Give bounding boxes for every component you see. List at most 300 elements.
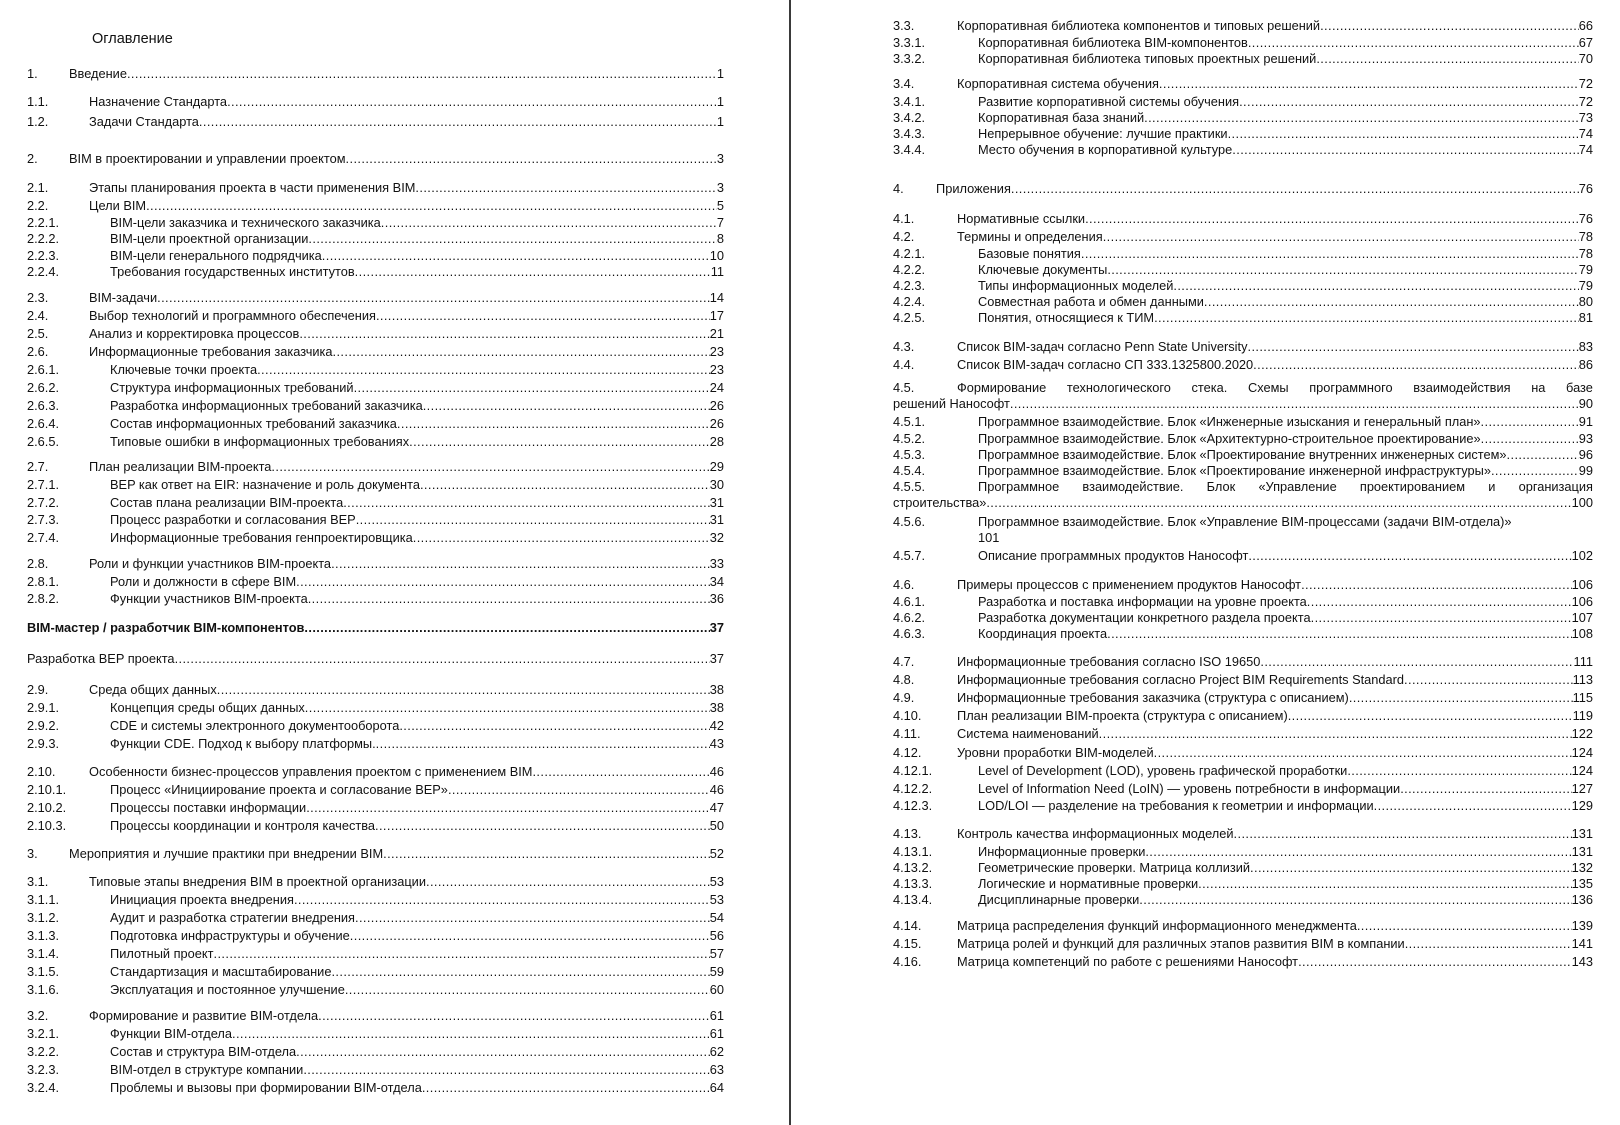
toc-page-number: 36 <box>709 591 724 606</box>
toc-page-number: 32 <box>709 530 724 545</box>
toc-page-number: 8 <box>716 231 724 246</box>
toc-page-number: 102 <box>1571 548 1593 563</box>
toc-leader-dots <box>1507 447 1579 463</box>
toc-leader-dots <box>1400 781 1571 797</box>
toc-entry-number: 4. <box>893 181 904 196</box>
toc-entry-number: 2.2.1. <box>27 215 60 230</box>
toc-leader-dots <box>1154 745 1572 761</box>
toc-page-number: 23 <box>709 362 724 377</box>
toc-title-word: Блок <box>1206 479 1236 494</box>
toc-entry-number: 2.6.5. <box>27 434 60 449</box>
toc-entry-title: Программное взаимодействие. Блок «Проектирование инженерной инфраструктуры» <box>978 463 1491 478</box>
toc-entry-title: Развитие корпоративной системы обучения <box>978 94 1240 109</box>
toc-entry-title: Корпоративная база знаний <box>978 110 1145 125</box>
toc-page-number: 129 <box>1571 798 1593 813</box>
toc-page-number: 70 <box>1578 51 1593 66</box>
toc-entry[interactable] <box>893 126 1593 142</box>
toc-page-number: 113 <box>1572 672 1593 687</box>
toc-entry[interactable] <box>893 798 1593 814</box>
toc-entry-number: 4.16. <box>893 954 922 969</box>
toc-entry-title: Совместная работа и обмен данными <box>978 294 1204 309</box>
toc-title-word: проектированием <box>1359 479 1466 494</box>
toc-entry-number: 3.4.3. <box>893 126 926 141</box>
toc-entry-number: 4.4. <box>893 357 915 372</box>
toc-entry-title: Базовые понятия <box>978 246 1081 261</box>
toc-entry-title: Цели BIM <box>89 198 147 213</box>
toc-page-number: 132 <box>1571 860 1593 875</box>
toc-page-number: 143 <box>1571 954 1593 969</box>
toc-leader-dots <box>1173 278 1578 294</box>
toc-title-word: взаимодействие. <box>1082 479 1184 494</box>
toc-entry-number: 4.2.5. <box>893 310 926 325</box>
toc-entry-number: 4.6. <box>893 577 915 592</box>
toc-page-number: 76 <box>1578 211 1593 226</box>
toc-entry-title: Программное взаимодействие. Блок «Управление BIM-процессами (задачи BIM-отдела)» <box>978 514 1512 529</box>
toc-leader-dots <box>1239 94 1579 110</box>
toc-leader-dots <box>1250 860 1572 876</box>
toc-page-number: 72 <box>1578 94 1593 109</box>
toc-entry-number: 4.6.2. <box>893 610 926 625</box>
toc-entry-number: 3.1.2. <box>27 910 60 925</box>
toc-entry-number: 2.6. <box>27 344 49 359</box>
toc-entry-number: 2.10.2. <box>27 800 67 815</box>
toc-entry[interactable] <box>893 876 1593 892</box>
toc-entry-number: 3.2.2. <box>27 1044 60 1059</box>
toc-entry-title: BIM-мастер / разработчик BIM-компонентов <box>27 620 305 635</box>
toc-page-number: 135 <box>1571 876 1593 891</box>
toc-leader-dots <box>1298 954 1572 970</box>
toc-entry-title: Корпоративная библиотека компонентов и типовых решений <box>957 18 1321 33</box>
toc-entry[interactable] <box>893 781 1593 797</box>
toc-entry-title: Процессы координации и контроля качества <box>110 818 375 833</box>
toc-leader-dots <box>1232 142 1578 158</box>
toc-entry-title: Разработка BEP проекта <box>27 651 175 666</box>
toc-entry[interactable] <box>893 745 1593 761</box>
toc-entry-title: Нормативные ссылки <box>957 211 1086 226</box>
toc-leader-dots <box>1288 708 1573 724</box>
toc-leader-dots <box>1404 672 1573 688</box>
toc-entry-number: 4.8. <box>893 672 915 687</box>
toc-entry-title-cont: строительства» <box>893 495 987 510</box>
toc-leader-dots <box>1204 294 1579 310</box>
toc-page-number: 29 <box>709 459 724 474</box>
toc-entry[interactable] <box>893 708 1593 724</box>
toc-leader-dots <box>1374 798 1572 814</box>
toc-entry-title: Разработка и поставка информации на уровне проекта <box>978 594 1307 609</box>
toc-entry[interactable] <box>893 76 1593 92</box>
toc-entry[interactable] <box>893 610 1593 626</box>
toc-page-number: 93 <box>1578 431 1593 446</box>
toc-entry[interactable] <box>893 860 1593 876</box>
toc-leader-dots <box>1405 936 1572 952</box>
toc-page-number: 78 <box>1578 229 1593 244</box>
toc-page-number: 3 <box>716 151 724 166</box>
toc-leader-dots <box>1103 229 1579 245</box>
toc-entry[interactable] <box>893 594 1593 610</box>
toc-entry-number: 3.2.4. <box>27 1080 60 1095</box>
toc-entry-title: Понятия, относящиеся к ТИМ <box>978 310 1155 325</box>
toc-entry-number: 4.12.3. <box>893 798 933 813</box>
toc-entry-title: Level of Information Need (LoIN) — уровень потребности в информации <box>978 781 1401 796</box>
toc-entry-number: 3.3. <box>893 18 915 33</box>
toc-entry[interactable] <box>893 826 1593 842</box>
toc-page-number: 66 <box>1578 18 1593 33</box>
toc-page-number: 62 <box>709 1044 724 1059</box>
toc-title-word: программного <box>1309 380 1393 395</box>
toc-leader-dots <box>1139 892 1571 908</box>
toc-entry-title: Мероприятия и лучшие практики при внедрении BIM <box>69 846 384 861</box>
toc-entry[interactable] <box>893 763 1593 779</box>
toc-page-number: 106 <box>1571 577 1593 592</box>
toc-entry-title: Матрица распределения функций информационного менеджмента <box>957 918 1357 933</box>
toc-page-number: 141 <box>1571 936 1593 951</box>
toc-entry-number: 3.4.2. <box>893 110 926 125</box>
toc-page-number: 1 <box>716 66 724 81</box>
toc-entry-number: 3.1. <box>27 874 49 889</box>
toc-leader-dots <box>1228 126 1579 142</box>
toc-entry-title: Контроль качества информационных моделей <box>957 826 1234 841</box>
toc-entry-number: 4.13.2. <box>893 860 933 875</box>
toc-entry-number: 3.4.4. <box>893 142 926 157</box>
toc-entry[interactable] <box>893 246 1593 262</box>
toc-leader-dots <box>1081 246 1579 262</box>
toc-entry-number: 4.2.3. <box>893 278 926 293</box>
toc-leader-dots <box>1481 431 1579 447</box>
toc-leader-dots <box>1253 357 1579 373</box>
toc-leader-dots <box>1307 594 1572 610</box>
toc-page-number: 106 <box>1571 594 1593 609</box>
toc-entry-number: 4.2.4. <box>893 294 926 309</box>
toc-page-number: 139 <box>1571 918 1593 933</box>
toc-page-number: 50 <box>709 818 724 833</box>
toc-page-number: 24 <box>709 380 724 395</box>
toc-page-number: 53 <box>709 892 724 907</box>
toc-entry-number: 4.7. <box>893 654 915 669</box>
toc-entry-number: 4.2.2. <box>893 262 926 277</box>
toc-page-number: 74 <box>1578 142 1593 157</box>
toc-page-number: 57 <box>709 946 724 961</box>
toc-entry-number: 2.10. <box>27 764 56 779</box>
toc-title-word: взаимодействия <box>1413 380 1511 395</box>
toc-entry[interactable] <box>893 310 1593 326</box>
toc-page-number: 26 <box>709 416 724 431</box>
toc-entry-title: Программное взаимодействие. Блок «Инженерные изыскания и генеральный план» <box>978 414 1481 429</box>
toc-entry[interactable] <box>893 514 1593 546</box>
toc-entry-number: 2.6.1. <box>27 362 60 377</box>
toc-leader-dots <box>1481 414 1579 430</box>
toc-page-number: 14 <box>709 290 724 305</box>
toc-entry[interactable] <box>893 654 1593 670</box>
toc-entry[interactable] <box>893 35 1593 51</box>
toc-entry-title: Непрерывное обучение: лучшие практики <box>978 126 1228 141</box>
toc-entry-number: 2.7. <box>27 459 49 474</box>
toc-entry-title: Подготовка инфраструктуры и обучение <box>110 928 350 943</box>
toc-leader-dots <box>1107 626 1572 642</box>
toc-entry-number: 3.1.3. <box>27 928 60 943</box>
toc-page-number: 37 <box>709 620 724 635</box>
toc-entry-title: Корпоративная библиотека типовых проектных решений <box>978 51 1317 66</box>
toc-entry-title: Аудит и разработка стратегии внедрения <box>110 910 355 925</box>
toc-entry-number: 2.8.2. <box>27 591 60 606</box>
toc-page-number: 79 <box>1578 262 1593 277</box>
toc-page-number: 10 <box>709 248 724 263</box>
toc-entry[interactable] <box>893 94 1593 110</box>
toc-page-number: 61 <box>709 1026 724 1041</box>
toc-entry[interactable] <box>893 892 1593 908</box>
toc-entry[interactable] <box>893 447 1593 463</box>
toc-entry-number: 4.13.1. <box>893 844 933 859</box>
toc-entry-number: 4.5.7. <box>893 548 926 563</box>
toc-page-number: 56 <box>709 928 724 943</box>
toc-leader-dots <box>1311 610 1572 626</box>
toc-entry-title: Функции CDE. Подход к выбору платформы. <box>110 736 376 751</box>
toc-entry-title: План реализации BIM-проекта <box>89 459 272 474</box>
toc-leader-dots <box>1260 654 1573 670</box>
toc-entry-title: Структура информационных требований <box>110 380 354 395</box>
toc-entry-title: BIM-отдел в структуре компании <box>110 1062 304 1077</box>
toc-entry[interactable] <box>893 431 1593 447</box>
toc-entry-number: 4.5. <box>893 380 915 395</box>
toc-page-number: 5 <box>716 198 724 213</box>
toc-page-number: 31 <box>709 512 724 527</box>
toc-entry-number: 3.2. <box>27 1008 49 1023</box>
toc-page-number: 28 <box>709 434 724 449</box>
toc-entry-title: Этапы планирования проекта в части применения BIM <box>89 180 416 195</box>
toc-title-word: технологического <box>1066 380 1171 395</box>
toc-leader-dots <box>1011 181 1579 197</box>
toc-entry-title: Level of Development (LOD), уровень графической проработки <box>978 763 1348 778</box>
toc-entry-title: План реализации BIM-проекта (структура с описанием) <box>957 708 1288 723</box>
toc-entry-title: Информационные требования генпроектировщика <box>110 530 413 545</box>
toc-entry-title: Типовые ошибки в информационных требованиях <box>110 434 410 449</box>
toc-entry[interactable] <box>893 954 1593 970</box>
toc-leader-dots <box>1144 110 1579 126</box>
toc-entry[interactable] <box>893 294 1593 310</box>
toc-entry[interactable] <box>893 181 1593 197</box>
toc-leader-dots <box>986 495 1571 511</box>
toc-page-number: 47 <box>709 800 724 815</box>
toc-entry-number: 2.4. <box>27 308 49 323</box>
toc-entry[interactable] <box>893 51 1593 67</box>
toc-page-number: 46 <box>709 764 724 779</box>
toc-entry-title: Процессы поставки информации <box>110 800 307 815</box>
toc-entry-title: BEP как ответ на EIR: назначение и роль документа <box>110 477 420 492</box>
toc-page-number: 78 <box>1578 246 1593 261</box>
toc-entry-title-cont: решений Нанософт <box>893 396 1010 411</box>
toc-entry-title: Информационные проверки <box>978 844 1146 859</box>
toc-page-number: 115 <box>1572 690 1593 705</box>
toc-entry[interactable] <box>893 463 1593 479</box>
toc-page-number: 21 <box>709 326 724 341</box>
toc-entry[interactable] <box>893 18 1593 34</box>
toc-entry[interactable] <box>893 918 1593 934</box>
toc-entry[interactable] <box>893 142 1593 158</box>
toc-entry-title: Информационные требования согласно Project BIM Requirements Standard <box>957 672 1405 687</box>
toc-leader-dots <box>1491 463 1579 479</box>
toc-entry-number: 2.2. <box>27 198 49 213</box>
toc-entry-number: 4.1. <box>893 211 915 226</box>
toc-entry-number: 4.5.6. <box>893 514 926 529</box>
toc-entry-number: 3.3.1. <box>893 35 926 50</box>
toc-entry-title: Типовые этапы внедрения BIM в проектной организации <box>89 874 426 889</box>
toc-entry-title: Список BIM-задач согласно СП 333.1325800.2020 <box>957 357 1254 372</box>
toc-entry-title: Логические и нормативные проверки <box>978 876 1199 891</box>
toc-page-number: 1 <box>716 94 724 109</box>
toc-entry-title: Приложения <box>936 181 1011 196</box>
toc-entry-number: 2.2.3. <box>27 248 60 263</box>
toc-page-number: 86 <box>1578 357 1593 372</box>
toc-entry[interactable] <box>893 110 1593 126</box>
toc-entry-title: Роли и должности в сфере BIM <box>110 574 297 589</box>
toc-page-number: 91 <box>1578 414 1593 429</box>
toc-entry-title: Геометрические проверки. Матрица коллизий <box>978 860 1251 875</box>
toc-entry-number: 3.2.3. <box>27 1062 60 1077</box>
toc-entry-title: BIM-задачи <box>89 290 158 305</box>
toc-entry-title: Разработка информационных требований заказчика <box>110 398 423 413</box>
toc-entry-title: Инициация проекта внедрения <box>110 892 294 907</box>
toc-page-number: 107 <box>1571 610 1593 625</box>
toc-entry-number: 2.7.1. <box>27 477 60 492</box>
toc-entry-number: 4.12. <box>893 745 922 760</box>
toc-entry-number: 3.4.1. <box>893 94 926 109</box>
toc-page-number: 67 <box>1578 35 1593 50</box>
toc-page-number: 31 <box>709 495 724 510</box>
toc-entry-title: LOD/LOI — разделение на требования к геометрии и информации <box>978 798 1374 813</box>
toc-entry-number: 4.3. <box>893 339 915 354</box>
toc-page-number: 63 <box>709 1062 724 1077</box>
toc-page-number: 54 <box>709 910 724 925</box>
toc-entry-title: Требования государственных институтов <box>110 264 355 279</box>
toc-entry[interactable] <box>893 672 1593 688</box>
toc-entry-title: Информационные требования согласно ISO 19650 <box>957 654 1261 669</box>
toc-leader-dots <box>1107 262 1578 278</box>
toc-leader-dots <box>1247 339 1578 355</box>
toc-entry-title: Состав информационных требований заказчика <box>110 416 397 431</box>
toc-page-number: 38 <box>709 682 724 697</box>
toc-entry-title: CDE и системы электронного документооборота <box>110 718 400 733</box>
toc-entry-number: 2.7.4. <box>27 530 60 545</box>
toc-title-word: на <box>1531 380 1546 395</box>
toc-entry[interactable] <box>893 626 1593 642</box>
toc-page-number: 33 <box>709 556 724 571</box>
toc-entry-title: Проблемы и вызовы при формировании BIM-отдела <box>110 1080 422 1095</box>
toc-leader-dots <box>1010 396 1579 412</box>
toc-entry-title: Матрица ролей и функций для различных этапов развития BIM в компании <box>957 936 1405 951</box>
toc-entry[interactable] <box>893 844 1593 860</box>
toc-entry-title: Формирование и развитие BIM-отдела <box>89 1008 319 1023</box>
toc-entry-number: 4.2.1. <box>893 246 926 261</box>
toc-entry[interactable] <box>893 726 1593 742</box>
toc-entry[interactable] <box>893 936 1593 952</box>
toc-page-number: 83 <box>1578 339 1593 354</box>
toc-entry-title: BIM в проектировании и управлении проектом <box>69 151 346 166</box>
toc-page-number: 26 <box>709 398 724 413</box>
toc-entry[interactable] <box>893 548 1593 564</box>
toc-entry[interactable] <box>893 577 1593 593</box>
toc-leader-dots <box>1099 726 1572 742</box>
toc-page-number: 1 <box>716 114 724 129</box>
toc-entry-title: Концепция среды общих данных <box>110 700 305 715</box>
toc-entry-number: 3.1.1. <box>27 892 60 907</box>
toc-page-number: 131 <box>1571 844 1593 859</box>
toc-entry[interactable] <box>893 262 1593 278</box>
toc-title-word: Программное <box>978 479 1060 494</box>
toc-entry-title: Корпоративная система обучения <box>957 76 1159 91</box>
toc-entry[interactable] <box>893 229 1593 245</box>
toc-entry-title: Роли и функции участников BIM-проекта <box>89 556 332 571</box>
toc-page-number: 124 <box>1571 745 1593 760</box>
toc-entry-title: Место обучения в корпоративной культуре <box>978 142 1233 157</box>
toc-entry-number: 1. <box>27 66 38 81</box>
toc-entry-number: 2.9.1. <box>27 700 60 715</box>
toc-entry-title[interactable] <box>978 479 1593 495</box>
toc-entry-title: Корпоративная библиотека BIM-компонентов <box>978 35 1248 50</box>
toc-page-number: 23 <box>709 344 724 359</box>
toc-entry-title[interactable] <box>957 380 1593 396</box>
toc-entry-title: Среда общих данных <box>89 682 217 697</box>
toc-page-number: 90 <box>1578 396 1593 411</box>
toc-entry-number: 4.6.3. <box>893 626 926 641</box>
toc-leader-dots <box>1301 577 1572 593</box>
toc-entry[interactable] <box>893 414 1593 430</box>
toc-entry-title: Информационные требования заказчика <box>89 344 333 359</box>
toc-entry[interactable] <box>893 357 1593 373</box>
toc-page-number: 72 <box>1578 76 1593 91</box>
toc-leader-dots <box>1316 51 1578 67</box>
toc-entry-title: Анализ и корректировка процессов <box>89 326 300 341</box>
toc-entry-number: 2.6.4. <box>27 416 60 431</box>
toc-entry-number: 2.6.2. <box>27 380 60 395</box>
toc-entry-title: Примеры процессов с применением продуктов Нанософт <box>957 577 1302 592</box>
toc-entry-title: BIM-цели генерального подрядчика <box>110 248 322 263</box>
toc-page-number: 43 <box>709 736 724 751</box>
toc-page-number: 131 <box>1571 826 1593 841</box>
toc-page-number: 53 <box>709 874 724 889</box>
toc-entry-number: 4.5.5. <box>893 479 926 494</box>
toc-page-number: 100 <box>1571 495 1593 510</box>
toc-entry-number: 4.15. <box>893 936 922 951</box>
toc-entry[interactable] <box>893 211 1593 227</box>
toc-page-number: 99 <box>1578 463 1593 478</box>
toc-page-number: 108 <box>1571 626 1593 641</box>
toc-page-number: 64 <box>709 1080 724 1095</box>
toc-entry-title: Матрица компетенций по работе с решениями Нанософт <box>957 954 1299 969</box>
toc-page-number: 3 <box>716 180 724 195</box>
toc-entry-title: Задачи Стандарта <box>89 114 199 129</box>
toc-entry-number: 3.4. <box>893 76 915 91</box>
toc-entry[interactable] <box>893 690 1593 706</box>
toc-leader-dots <box>1357 918 1572 934</box>
toc-leader-dots <box>1085 211 1579 227</box>
toc-entry-number: 2.7.2. <box>27 495 60 510</box>
toc-entry-number: 4.13.4. <box>893 892 933 907</box>
toc-entry-number: 3.2.1. <box>27 1026 60 1041</box>
toc-entry-number: 2.1. <box>27 180 49 195</box>
toc-entry-number: 4.10. <box>893 708 922 723</box>
toc-entry-number: 4.5.2. <box>893 431 926 446</box>
toc-entry-title: BIM-цели проектной организации <box>110 231 309 246</box>
toc-entry-title: Список BIM-задач согласно Penn State University <box>957 339 1248 354</box>
toc-entry[interactable] <box>893 339 1593 355</box>
toc-entry[interactable] <box>893 278 1593 294</box>
toc-leader-dots <box>1145 844 1571 860</box>
toc-leader-dots <box>1159 76 1579 92</box>
toc-entry-title: Типы информационных моделей <box>978 278 1174 293</box>
toc-entry-title: Пилотный проект <box>110 946 214 961</box>
toc-entry-number: 2.2.2. <box>27 231 60 246</box>
toc-page-number: 11 <box>710 264 724 279</box>
toc-leader-dots <box>1349 690 1573 706</box>
